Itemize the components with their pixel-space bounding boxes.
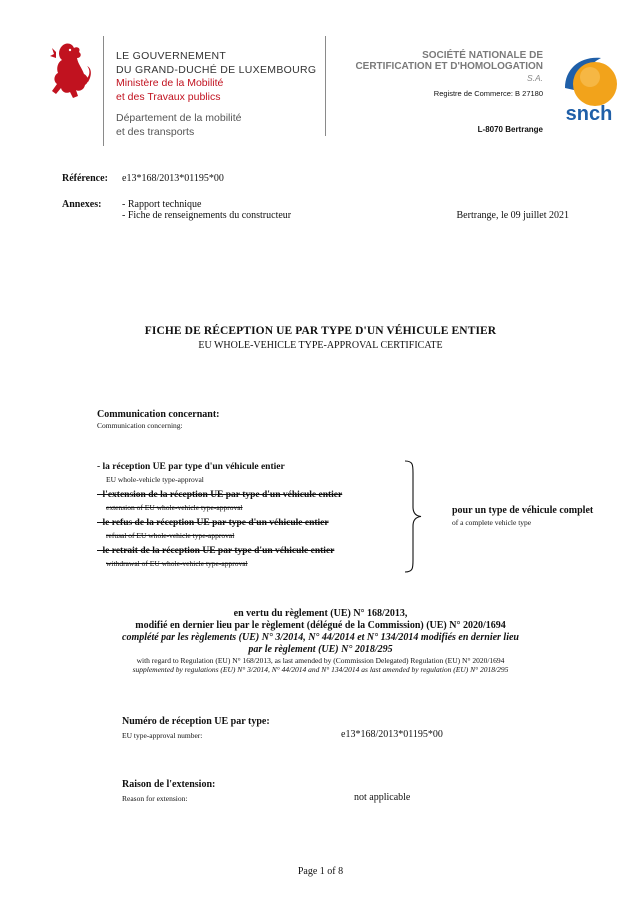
gov-line: DU GRAND-DUCHÉ DE LUXEMBOURG [116, 63, 317, 76]
annexes-label: Annexes: [62, 199, 102, 210]
option-extension-sub: extension of EU whole-vehicle type-approval [106, 503, 243, 512]
option-approval: - la réception UE par type d'un véhicule entier [97, 462, 285, 472]
approval-number-sub: EU type-approval number: [122, 731, 203, 740]
option-withdrawal: - le retrait de la réception UE par type d'un véhicule entier [97, 546, 335, 556]
document-date: Bertrange, le 09 juillet 2021 [456, 210, 569, 221]
document-title: FICHE DE RÉCEPTION UE PAR TYPE D'UN VÉHICULE ENTIER [144, 325, 497, 337]
document-subtitle: EU WHOLE-VEHICLE TYPE-APPROVAL CERTIFICATE [198, 340, 443, 351]
ministry-line: Ministère de la Mobilité [116, 77, 224, 89]
page-number: Page 1 of 8 [297, 866, 344, 877]
approval-number-label: Numéro de réception UE par type: [122, 716, 270, 727]
option-extension: - l'extension de la réception UE par type d'un véhicule entier [97, 490, 343, 500]
regulation-line: par le règlement (UE) N° 2018/295 [248, 644, 393, 655]
extension-reason-label: Raison de l'extension: [122, 779, 216, 790]
snch-logo-text: snch [565, 103, 613, 125]
option-approval-sub: EU whole-vehicle type-approval [106, 475, 204, 484]
regulation-line: supplemented by regulations (EU) N° 3/2014, N° 44/2014 and N° 134/2014 as last amended by regulation (EU) N° 2018/295 [132, 665, 509, 674]
header-divider [103, 36, 104, 146]
snch-name-line: SOCIÉTÉ NATIONALE DE [422, 50, 543, 61]
reference-label: Référence: [62, 173, 108, 184]
communication-label: Communication concernant: [97, 409, 220, 420]
annex-item: - Fiche de renseignements du constructeur [122, 210, 292, 221]
snch-address: L-8070 Bertrange [477, 125, 543, 134]
communication-sub: Communication concerning: [97, 421, 183, 430]
department-line: Département de la mobilité [116, 112, 242, 124]
extension-reason-sub: Reason for extension: [122, 794, 188, 803]
gov-line: LE GOUVERNEMENT [116, 50, 227, 62]
vehicle-type-sub: of a complete vehicle type [452, 518, 532, 527]
government-block [116, 50, 316, 139]
option-refusal: - le refus de la réception UE par type d'un véhicule entier [97, 518, 329, 528]
snch-legal-form: S.A. [526, 73, 543, 83]
regulation-line: en vertu du règlement (UE) N° 168/2013, [233, 608, 408, 619]
department-line: et des transports [116, 125, 195, 138]
luxembourg-lion-emblem-icon [48, 40, 92, 102]
annex-item: - Rapport technique [122, 199, 202, 210]
ministry-line: et des Travaux publics [116, 90, 221, 103]
regulation-line: with regard to Regulation (EU) N° 168/2013, as last amended by (Commission Delegated) Regulation (EU) N° 2020/1694 [136, 656, 505, 665]
vehicle-type-label: pour un type de véhicule complet [452, 505, 594, 516]
reference-value: e13*168/2013*01195*00 [122, 173, 224, 184]
approval-number-value: e13*168/2013*01195*00 [341, 729, 443, 740]
snch-name-line: CERTIFICATION ET D'HOMOLOGATION [355, 61, 543, 72]
extension-reason-value: not applicable [354, 792, 411, 803]
snch-register: Registre de Commerce: B 27180 [433, 89, 543, 98]
regulation-block [0, 608, 641, 674]
snch-logo [559, 50, 621, 126]
regulation-line: complété par les règlements (UE) N° 3/2014, N° 44/2014 et N° 134/2014 modifiés en dernier lieu [122, 632, 519, 643]
annexes-list [122, 199, 291, 221]
regulation-line: modifié en dernier lieu par le règlement (délégué de la Commission) (UE) N° 2020/1694 [135, 620, 506, 631]
snch-name [355, 50, 543, 72]
option-withdrawal-sub: withdrawal of EU whole-vehicle type-approval [106, 559, 248, 568]
header-divider [325, 36, 326, 136]
curly-brace-icon [403, 459, 423, 574]
option-refusal-sub: refusal of EU whole-vehicle type-approval [106, 531, 235, 540]
